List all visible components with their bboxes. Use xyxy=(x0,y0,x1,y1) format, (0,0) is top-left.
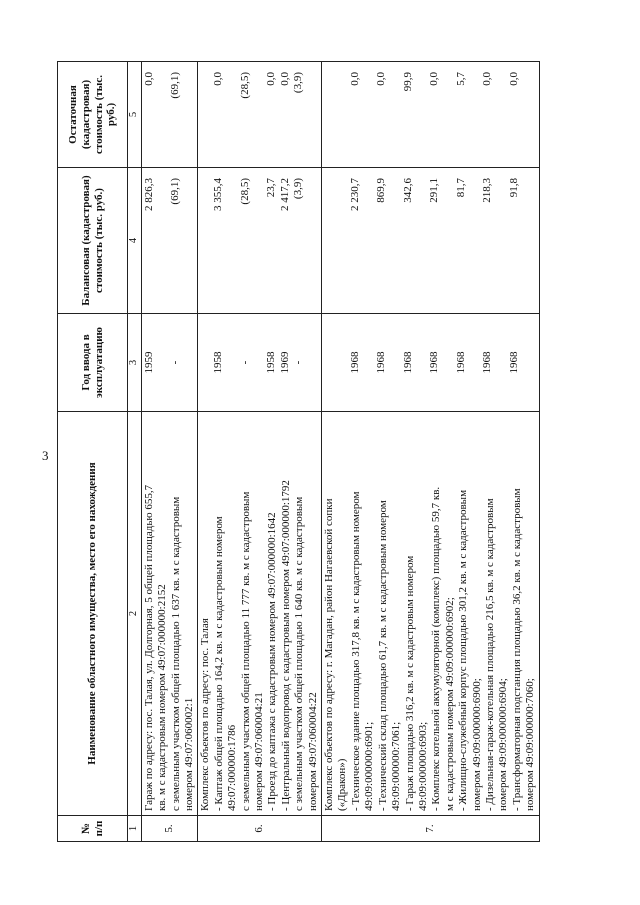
residual-value xyxy=(336,72,349,163)
balance-value: 2 826,3 xyxy=(142,178,155,211)
commissioning-year xyxy=(336,318,349,407)
column-number: 3 xyxy=(128,314,142,412)
balance-value: 869,9 xyxy=(375,178,388,203)
residual-value: 5,7 xyxy=(454,72,467,86)
balance-value xyxy=(442,178,455,309)
balance-value xyxy=(183,178,196,309)
item-description-line: - Жилищно-служебный корпус площадью 301,2 кв. м с кадастровым xyxy=(457,489,470,811)
property-table xyxy=(57,61,540,842)
item-description-line: 49:09:000000:7061; xyxy=(390,721,403,811)
balance-value: 81,7 xyxy=(454,178,467,198)
residual-value: 0,0 xyxy=(428,72,441,86)
commissioning-year: 1968 xyxy=(481,351,494,374)
row-number: 5. xyxy=(141,816,198,842)
header-year: Год ввода в эксплуатацию xyxy=(58,314,128,412)
item-description-line: - Проезд до каптажа с кадастровым номером 49:07:000000:1642 xyxy=(266,512,279,811)
commissioning-year xyxy=(252,318,265,407)
commissioning-year: 1959 xyxy=(142,351,155,374)
row-number: 6. xyxy=(198,816,322,842)
commissioning-year xyxy=(468,318,481,407)
residual-value xyxy=(252,72,265,163)
column-number: 2 xyxy=(128,412,142,816)
rotated-page-content xyxy=(57,62,577,842)
balance-value xyxy=(156,178,169,309)
item-description-line: - Техническое здание площадью 317,8 кв. м с кадастровым номером xyxy=(349,491,362,811)
balance-value: 218,3 xyxy=(481,178,494,203)
column-number-row xyxy=(128,62,142,842)
residual-value: (28,5) xyxy=(238,72,251,99)
residual-value xyxy=(362,72,375,163)
balance-value: (28,5) xyxy=(238,178,251,205)
residual-value xyxy=(442,72,455,163)
column-number: 5 xyxy=(128,62,142,168)
commissioning-year: 1968 xyxy=(454,351,467,374)
item-description-line: - Комплекс котельной аккумуляторной (комплекс) площадью 59,7 кв. xyxy=(430,486,443,811)
balance-value xyxy=(305,178,318,309)
item-description-line: - Трансформаторная подстанция площадью 36,2 кв. м с кадастровым xyxy=(510,488,523,811)
commissioning-year xyxy=(199,318,212,407)
balance-value: 91,8 xyxy=(507,178,520,198)
residual-value: 0,0 xyxy=(507,72,520,86)
balance-value xyxy=(199,178,212,309)
commissioning-year: 1958 xyxy=(212,351,225,374)
row-number: 7. xyxy=(322,816,540,842)
commissioning-year-cell xyxy=(322,314,540,412)
item-description-line: номером 49:09:000000:6904; xyxy=(497,678,510,811)
balance-value: 291,1 xyxy=(428,178,441,203)
item-description-line: Комплекс объектов по адресу: пос. Талая xyxy=(199,618,212,811)
balance-value xyxy=(252,178,265,309)
item-description-line: с земельным участком общей площадью 1 637 кв. м с кадастровым xyxy=(169,496,182,811)
commissioning-year: 1969 xyxy=(278,351,291,374)
residual-value xyxy=(226,72,239,163)
commissioning-year xyxy=(156,318,169,407)
table-row xyxy=(322,62,540,842)
residual-value: 0,0 xyxy=(142,72,155,86)
residual-value xyxy=(389,72,402,163)
balance-value xyxy=(336,178,349,309)
item-description-line: («Дракон») xyxy=(336,758,349,811)
balance-value: (3,9) xyxy=(292,178,305,200)
item-description-line: Комплекс объектов по адресу: г. Магадан, район Нагаевской сопки xyxy=(323,498,336,811)
balance-value-cell xyxy=(198,168,322,314)
item-description-line: - Технический склад площадью 61,7 кв. м с кадастровым номером xyxy=(376,500,389,811)
residual-value: 0,0 xyxy=(481,72,494,86)
residual-value: 0,0 xyxy=(265,72,278,86)
commissioning-year: 1958 xyxy=(265,351,278,374)
item-description-line: кв. м с кадастровым номером 49:07:000000:2152 xyxy=(156,584,169,811)
commissioning-year xyxy=(389,318,402,407)
page-number: 3 xyxy=(42,448,49,463)
balance-value xyxy=(389,178,402,309)
commissioning-year xyxy=(323,318,336,407)
balance-value xyxy=(495,178,508,309)
item-description-line: м с кадастровым номером 49:09:000000:6902; xyxy=(443,597,456,811)
balance-value xyxy=(415,178,428,309)
commissioning-year-cell xyxy=(198,314,322,412)
header-row xyxy=(58,62,128,842)
header-balance-value: Балансовая (кадастровая) стоимость (тыс. руб.) xyxy=(58,168,128,314)
commissioning-year: 1968 xyxy=(507,351,520,374)
residual-value xyxy=(495,72,508,163)
item-description-line: Гараж по адресу: пос. Талая, ул. Долгорная, 5 общей площадью 655,7 xyxy=(142,484,155,811)
column-number: 4 xyxy=(128,168,142,314)
item-description-line: - Центральный водопровод с кадастровым номером 49:07:000000:1792 xyxy=(279,480,292,811)
residual-value-cell xyxy=(141,62,198,168)
item-description-line: - Гараж площадью 316,2 кв. м с кадастровым номером xyxy=(403,555,416,811)
balance-value: 3 355,4 xyxy=(212,178,225,211)
residual-value xyxy=(199,72,212,163)
commissioning-year-cell xyxy=(141,314,198,412)
balance-value xyxy=(521,178,534,309)
residual-value-cell xyxy=(198,62,322,168)
header-number: № п/п xyxy=(58,816,128,842)
residual-value: 0,0 xyxy=(375,72,388,86)
commissioning-year xyxy=(305,318,318,407)
item-description-line: с земельным участком общей площадью 11 777 кв. м с кадастровым xyxy=(239,491,252,811)
commissioning-year xyxy=(183,318,196,407)
balance-value xyxy=(323,178,336,309)
residual-value xyxy=(468,72,481,163)
table-row xyxy=(141,62,198,842)
balance-value: 342,6 xyxy=(401,178,414,203)
residual-value xyxy=(521,72,534,163)
commissioning-year: - xyxy=(292,360,305,365)
item-description-line: 49:07:000000:1786 xyxy=(226,724,239,811)
residual-value: (3,9) xyxy=(292,72,305,94)
item-description-line: 49:09:000000:6903; xyxy=(416,721,429,811)
item-description-line: с земельным участком общей площадью 1 640 кв. м с кадастровым xyxy=(293,496,306,811)
item-description-line-cell xyxy=(141,412,198,816)
commissioning-year: 1968 xyxy=(401,351,414,374)
residual-value xyxy=(156,72,169,163)
residual-value xyxy=(305,72,318,163)
table-body xyxy=(141,62,539,842)
balance-value: (69,1) xyxy=(169,178,182,205)
residual-value xyxy=(415,72,428,163)
residual-value xyxy=(323,72,336,163)
residual-value: 0,0 xyxy=(278,72,291,86)
item-description-line: - Каптаж общей площадью 164,2 кв. м с кадастровым номером xyxy=(212,516,225,811)
commissioning-year xyxy=(226,318,239,407)
commissioning-year: - xyxy=(238,360,251,365)
balance-value-cell xyxy=(141,168,198,314)
commissioning-year: - xyxy=(169,360,182,365)
item-description-line: номером 49:07:060004:21 xyxy=(253,692,266,811)
item-description-line: - Дизельная-гараж-котельная площадью 216,5 кв. м с кадастровым xyxy=(483,498,496,811)
commissioning-year xyxy=(442,318,455,407)
commissioning-year: 1968 xyxy=(428,351,441,374)
residual-value xyxy=(183,72,196,163)
balance-value: 23,7 xyxy=(265,178,278,198)
commissioning-year: 1968 xyxy=(349,351,362,374)
commissioning-year xyxy=(362,318,375,407)
balance-value: 2 230,7 xyxy=(349,178,362,211)
item-description-line: номером 49:09:000000:7060; xyxy=(524,678,537,811)
commissioning-year xyxy=(495,318,508,407)
header-name: Наименование областного имущества, место его нахождения xyxy=(58,412,128,816)
residual-value: (69,1) xyxy=(169,72,182,99)
item-description-line: 49:09:000000:6901; xyxy=(363,721,376,811)
header-residual-value: Остаточная (кадастровая) стоимость (тыс. руб.) xyxy=(58,62,128,168)
balance-value-cell xyxy=(322,168,540,314)
balance-value: 2 417,2 xyxy=(278,178,291,211)
item-description-line-cell xyxy=(198,412,322,816)
item-description-line: номером 49:09:000000:6900; xyxy=(470,678,483,811)
balance-value xyxy=(226,178,239,309)
balance-value xyxy=(468,178,481,309)
item-description-line: номером 49:07:060002:1 xyxy=(183,697,196,811)
balance-value xyxy=(362,178,375,309)
residual-value: 0,0 xyxy=(212,72,225,86)
residual-value-cell xyxy=(322,62,540,168)
commissioning-year: 1968 xyxy=(375,351,388,374)
commissioning-year xyxy=(521,318,534,407)
table-row xyxy=(198,62,322,842)
column-number: 1 xyxy=(128,816,142,842)
residual-value: 0,0 xyxy=(349,72,362,86)
item-description-line: номером 49:07:060004:22 xyxy=(306,692,319,811)
commissioning-year xyxy=(415,318,428,407)
item-description-line-cell xyxy=(322,412,540,816)
residual-value: 99,9 xyxy=(401,72,414,92)
